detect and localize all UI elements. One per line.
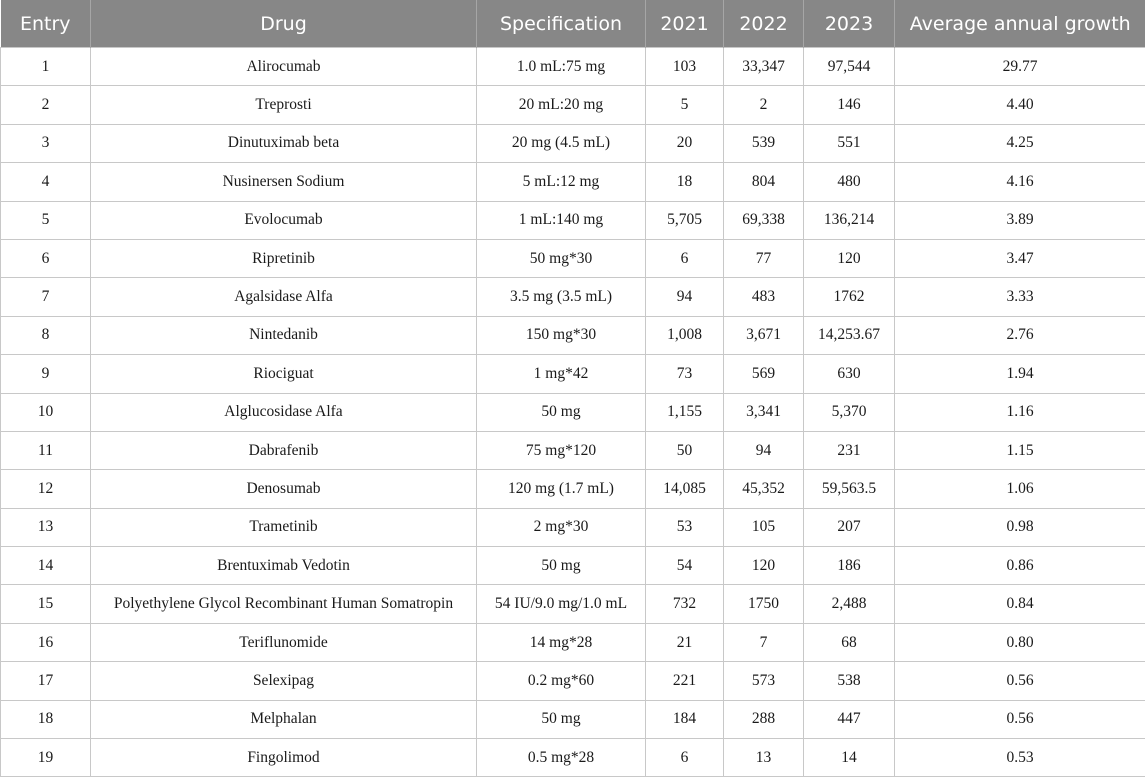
table-row xyxy=(1,739,1145,777)
table-row xyxy=(1,623,1145,661)
cell-specification: 20 mL:20 mg xyxy=(477,86,646,124)
cell-specification: 0.5 mg*28 xyxy=(477,739,646,777)
cell-average-annual-growth: 1.16 xyxy=(895,393,1145,431)
cell-value-2022: 13 xyxy=(724,739,804,777)
table-row xyxy=(1,239,1145,277)
cell-value-2023: 68 xyxy=(804,623,895,661)
cell-value-2021: 73 xyxy=(646,355,724,393)
cell-value-2021: 732 xyxy=(646,585,724,623)
cell-entry: 4 xyxy=(1,163,91,201)
table-row xyxy=(1,547,1145,585)
cell-entry: 2 xyxy=(1,86,91,124)
cell-value-2022: 120 xyxy=(724,547,804,585)
cell-specification: 3.5 mg (3.5 mL) xyxy=(477,278,646,316)
cell-average-annual-growth: 2.76 xyxy=(895,316,1145,354)
cell-drug: Brentuximab Vedotin xyxy=(91,547,477,585)
cell-value-2023: 538 xyxy=(804,662,895,700)
cell-average-annual-growth: 3.33 xyxy=(895,278,1145,316)
table-row xyxy=(1,86,1145,124)
cell-value-2022: 1750 xyxy=(724,585,804,623)
cell-entry: 9 xyxy=(1,355,91,393)
cell-value-2023: 14,253.67 xyxy=(804,316,895,354)
cell-value-2023: 5,370 xyxy=(804,393,895,431)
cell-value-2021: 94 xyxy=(646,278,724,316)
cell-value-2023: 120 xyxy=(804,239,895,277)
table-row xyxy=(1,48,1145,86)
cell-drug: Evolocumab xyxy=(91,201,477,239)
cell-entry: 13 xyxy=(1,508,91,546)
table-row xyxy=(1,201,1145,239)
cell-drug: Denosumab xyxy=(91,470,477,508)
cell-average-annual-growth: 0.56 xyxy=(895,700,1145,738)
cell-value-2022: 539 xyxy=(724,124,804,162)
cell-value-2023: 1762 xyxy=(804,278,895,316)
cell-entry: 16 xyxy=(1,623,91,661)
cell-specification: 14 mg*28 xyxy=(477,623,646,661)
table-row xyxy=(1,431,1145,469)
header-average-annual-growth: Average annual growth xyxy=(895,0,1145,48)
cell-value-2021: 6 xyxy=(646,739,724,777)
cell-entry: 8 xyxy=(1,316,91,354)
cell-value-2021: 221 xyxy=(646,662,724,700)
cell-average-annual-growth: 0.53 xyxy=(895,739,1145,777)
cell-entry: 1 xyxy=(1,48,91,86)
table-row xyxy=(1,124,1145,162)
cell-drug: Dabrafenib xyxy=(91,431,477,469)
cell-drug: Agalsidase Alfa xyxy=(91,278,477,316)
cell-drug: Trametinib xyxy=(91,508,477,546)
cell-value-2023: 447 xyxy=(804,700,895,738)
cell-value-2023: 59,563.5 xyxy=(804,470,895,508)
cell-value-2022: 7 xyxy=(724,623,804,661)
cell-entry: 11 xyxy=(1,431,91,469)
cell-value-2022: 3,341 xyxy=(724,393,804,431)
cell-average-annual-growth: 0.98 xyxy=(895,508,1145,546)
cell-specification: 20 mg (4.5 mL) xyxy=(477,124,646,162)
table-body xyxy=(1,48,1145,777)
cell-entry: 3 xyxy=(1,124,91,162)
cell-value-2023: 231 xyxy=(804,431,895,469)
cell-value-2023: 136,214 xyxy=(804,201,895,239)
cell-drug: Riociguat xyxy=(91,355,477,393)
cell-value-2022: 33,347 xyxy=(724,48,804,86)
cell-average-annual-growth: 3.89 xyxy=(895,201,1145,239)
cell-drug: Treprosti xyxy=(91,86,477,124)
cell-entry: 7 xyxy=(1,278,91,316)
cell-entry: 14 xyxy=(1,547,91,585)
cell-entry: 15 xyxy=(1,585,91,623)
cell-drug: Fingolimod xyxy=(91,739,477,777)
cell-value-2022: 288 xyxy=(724,700,804,738)
cell-value-2023: 207 xyxy=(804,508,895,546)
cell-drug: Dinutuximab beta xyxy=(91,124,477,162)
cell-drug: Alglucosidase Alfa xyxy=(91,393,477,431)
header-entry: Entry xyxy=(1,0,91,48)
table-row xyxy=(1,470,1145,508)
cell-average-annual-growth: 3.47 xyxy=(895,239,1145,277)
cell-value-2021: 54 xyxy=(646,547,724,585)
cell-specification: 150 mg*30 xyxy=(477,316,646,354)
cell-drug: Alirocumab xyxy=(91,48,477,86)
cell-average-annual-growth: 1.94 xyxy=(895,355,1145,393)
cell-entry: 18 xyxy=(1,700,91,738)
header-specification: Specification xyxy=(477,0,646,48)
cell-specification: 1.0 mL:75 mg xyxy=(477,48,646,86)
cell-entry: 6 xyxy=(1,239,91,277)
cell-value-2022: 45,352 xyxy=(724,470,804,508)
cell-value-2022: 569 xyxy=(724,355,804,393)
cell-drug: Polyethylene Glycol Recombinant Human Somatropin xyxy=(91,585,477,623)
cell-specification: 2 mg*30 xyxy=(477,508,646,546)
cell-entry: 19 xyxy=(1,739,91,777)
table-row xyxy=(1,278,1145,316)
cell-value-2023: 97,544 xyxy=(804,48,895,86)
cell-drug: Teriflunomide xyxy=(91,623,477,661)
cell-value-2023: 480 xyxy=(804,163,895,201)
cell-drug: Ripretinib xyxy=(91,239,477,277)
cell-specification: 50 mg xyxy=(477,393,646,431)
cell-drug: Nusinersen Sodium xyxy=(91,163,477,201)
header-2023: 2023 xyxy=(804,0,895,48)
table-row xyxy=(1,700,1145,738)
cell-specification: 5 mL:12 mg xyxy=(477,163,646,201)
cell-specification: 1 mL:140 mg xyxy=(477,201,646,239)
cell-average-annual-growth: 0.86 xyxy=(895,547,1145,585)
cell-specification: 0.2 mg*60 xyxy=(477,662,646,700)
cell-value-2021: 18 xyxy=(646,163,724,201)
cell-average-annual-growth: 4.16 xyxy=(895,163,1145,201)
cell-value-2022: 3,671 xyxy=(724,316,804,354)
cell-value-2021: 184 xyxy=(646,700,724,738)
cell-average-annual-growth: 29.77 xyxy=(895,48,1145,86)
cell-specification: 50 mg*30 xyxy=(477,239,646,277)
cell-value-2021: 1,155 xyxy=(646,393,724,431)
cell-value-2022: 77 xyxy=(724,239,804,277)
table-row xyxy=(1,355,1145,393)
header-row xyxy=(1,0,1145,48)
cell-average-annual-growth: 1.15 xyxy=(895,431,1145,469)
table-row xyxy=(1,662,1145,700)
cell-value-2021: 6 xyxy=(646,239,724,277)
cell-drug: Selexipag xyxy=(91,662,477,700)
cell-specification: 50 mg xyxy=(477,700,646,738)
cell-value-2022: 573 xyxy=(724,662,804,700)
cell-value-2021: 20 xyxy=(646,124,724,162)
cell-average-annual-growth: 0.56 xyxy=(895,662,1145,700)
cell-specification: 1 mg*42 xyxy=(477,355,646,393)
cell-value-2021: 21 xyxy=(646,623,724,661)
cell-value-2021: 50 xyxy=(646,431,724,469)
cell-value-2022: 105 xyxy=(724,508,804,546)
cell-value-2021: 14,085 xyxy=(646,470,724,508)
cell-value-2022: 69,338 xyxy=(724,201,804,239)
cell-value-2021: 1,008 xyxy=(646,316,724,354)
cell-average-annual-growth: 4.40 xyxy=(895,86,1145,124)
header-drug: Drug xyxy=(91,0,477,48)
table-row xyxy=(1,163,1145,201)
cell-value-2021: 5 xyxy=(646,86,724,124)
cell-entry: 17 xyxy=(1,662,91,700)
cell-specification: 50 mg xyxy=(477,547,646,585)
cell-specification: 54 IU/9.0 mg/1.0 mL xyxy=(477,585,646,623)
cell-entry: 5 xyxy=(1,201,91,239)
table-row xyxy=(1,585,1145,623)
cell-entry: 10 xyxy=(1,393,91,431)
cell-value-2022: 94 xyxy=(724,431,804,469)
cell-average-annual-growth: 4.25 xyxy=(895,124,1145,162)
table-row xyxy=(1,316,1145,354)
cell-value-2021: 103 xyxy=(646,48,724,86)
cell-value-2023: 2,488 xyxy=(804,585,895,623)
cell-value-2021: 53 xyxy=(646,508,724,546)
cell-entry: 12 xyxy=(1,470,91,508)
cell-average-annual-growth: 0.80 xyxy=(895,623,1145,661)
table-row xyxy=(1,508,1145,546)
cell-value-2023: 630 xyxy=(804,355,895,393)
cell-value-2022: 2 xyxy=(724,86,804,124)
cell-drug: Nintedanib xyxy=(91,316,477,354)
cell-value-2023: 186 xyxy=(804,547,895,585)
cell-specification: 75 mg*120 xyxy=(477,431,646,469)
cell-value-2022: 483 xyxy=(724,278,804,316)
cell-value-2023: 14 xyxy=(804,739,895,777)
cell-average-annual-growth: 0.84 xyxy=(895,585,1145,623)
header-2022: 2022 xyxy=(724,0,804,48)
cell-average-annual-growth: 1.06 xyxy=(895,470,1145,508)
cell-specification: 120 mg (1.7 mL) xyxy=(477,470,646,508)
cell-value-2021: 5,705 xyxy=(646,201,724,239)
cell-value-2023: 146 xyxy=(804,86,895,124)
header-2021: 2021 xyxy=(646,0,724,48)
cell-value-2023: 551 xyxy=(804,124,895,162)
table-row xyxy=(1,393,1145,431)
cell-value-2022: 804 xyxy=(724,163,804,201)
cell-drug: Melphalan xyxy=(91,700,477,738)
